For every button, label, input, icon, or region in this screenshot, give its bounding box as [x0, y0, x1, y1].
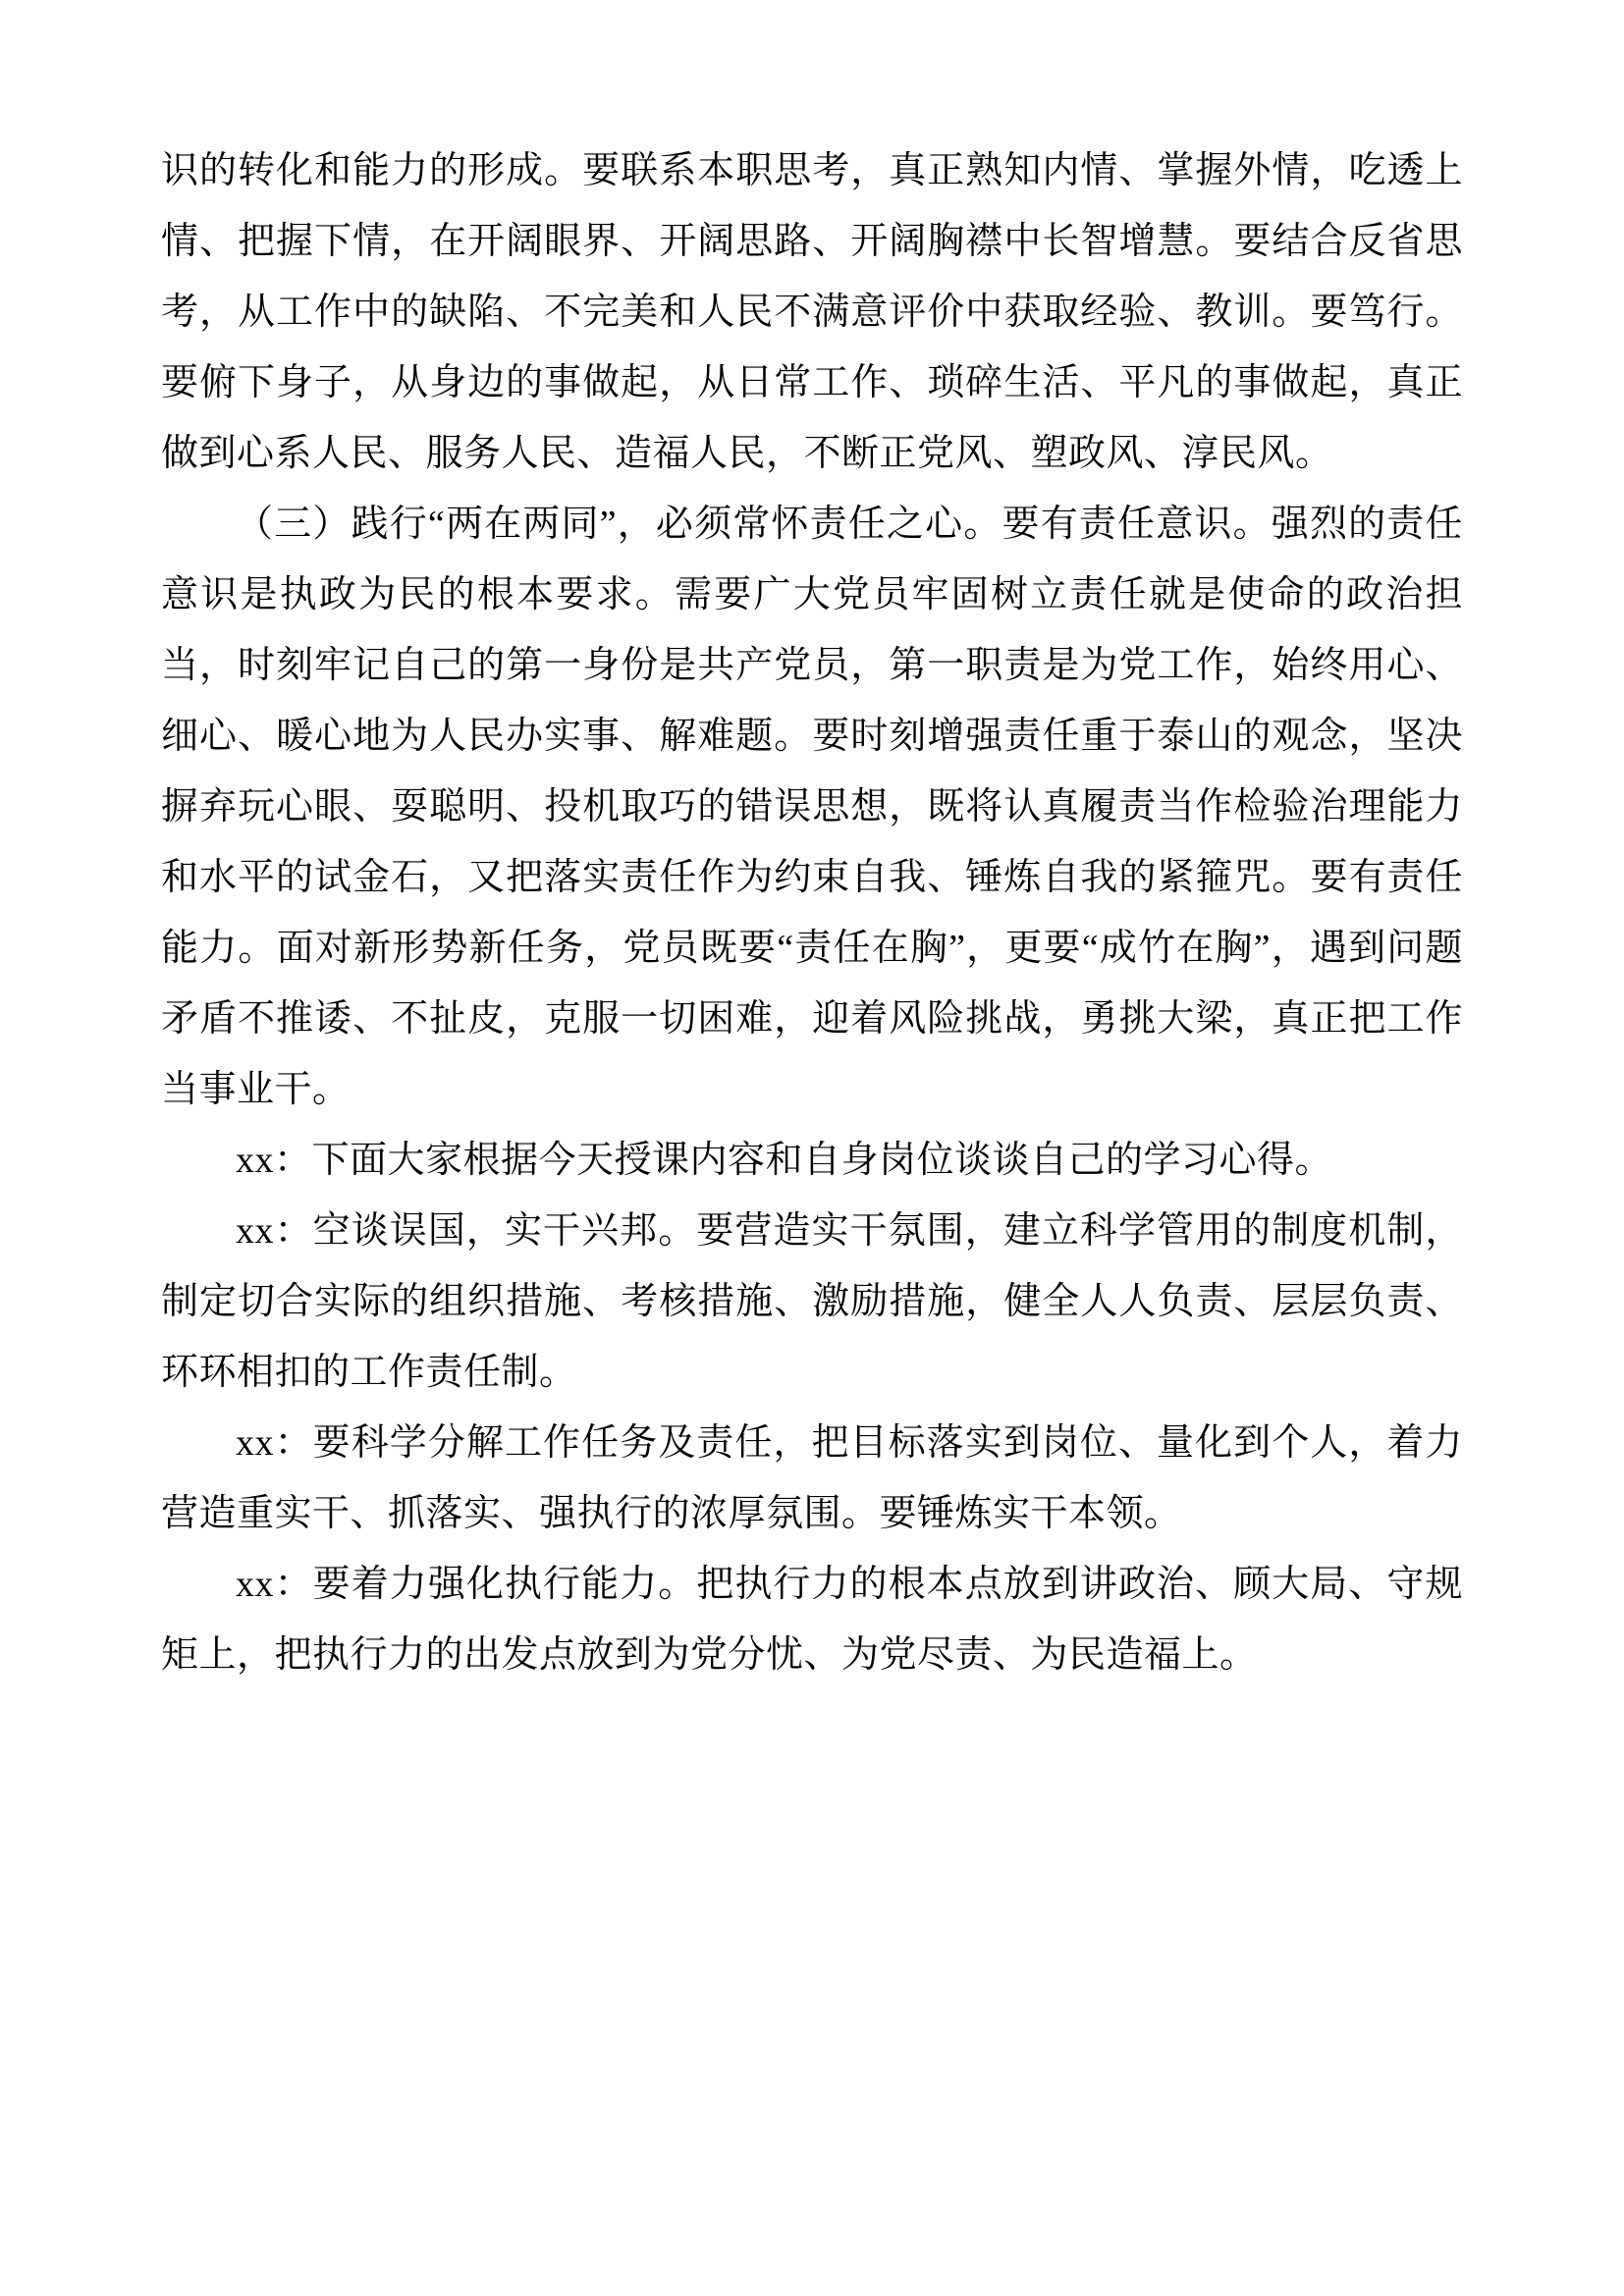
- paragraph-section-three: （三）践行“两在两同”，必须常怀责任之心。要有责任意识。强烈的责任意识是执政为民的根本要求。需要广大党员牢固树立责任就是使命的政治担当，时刻牢记自己的第一身份是共产党员，第一职责是为党工作，始终用心、细心、暖心地为人民办实事、解难题。要时刻增强责任重于泰山的观念，坚决摒弃玩心眼、耍聪明、投机取巧的错误思想，既将认真履责当作检验治理能力和水平的试金石，又把落实责任作为约束自我、锤炼自我的紧箍咒。要有责任能力。面对新形势新任务，党员既要“责任在胸”，更要“成竹在胸”，遇到问题矛盾不推诿、不扯皮，克服一切困难，迎着风险挑战，勇挑大梁，真正把工作当事业干。: [161, 504, 1463, 1110]
- paragraph-speaker-remark-2: xx：要科学分解工作任务及责任，把目标落实到岗位、量化到个人，着力营造重实干、抓落实、强执行的浓厚氛围。要锤炼实干本领。: [161, 1422, 1463, 1534]
- paragraph-speaker-remark-3: xx：要着力强化执行能力。把执行力的根本点放到讲政治、顾大局、守规矩上，把执行力的出发点放到为党分忧、为党尽责、为民造福上。: [161, 1564, 1463, 1676]
- paragraph-speaker-prompt: xx：下面大家根据今天授课内容和自身岗位谈谈自己的学习心得。: [236, 1140, 1333, 1181]
- paragraph-speaker-remark-1: xx：空谈误国，实干兴邦。要营造实干氛围，建立科学管用的制度机制，制定切合实际的组织措施、考核措施、激励措施，健全人人负责、层层负责、环环相扣的工作责任制。: [161, 1210, 1463, 1393]
- paragraph-continuation: 识的转化和能力的形成。要联系本职思考，真正熟知内情、掌握外情，吃透上情、把握下情，在开阔眼界、开阔思路、开阔胸襟中长智增慧。要结合反省思考，从工作中的缺陷、不完美和人民不满意评价中获取经验、教训。要笃行。要俯下身子，从身边的事做起，从日常工作、琐碎生活、平凡的事做起，真正做到心系人民、服务人民、造福人民，不断正党风、塑政风、淳民风。: [161, 150, 1463, 474]
